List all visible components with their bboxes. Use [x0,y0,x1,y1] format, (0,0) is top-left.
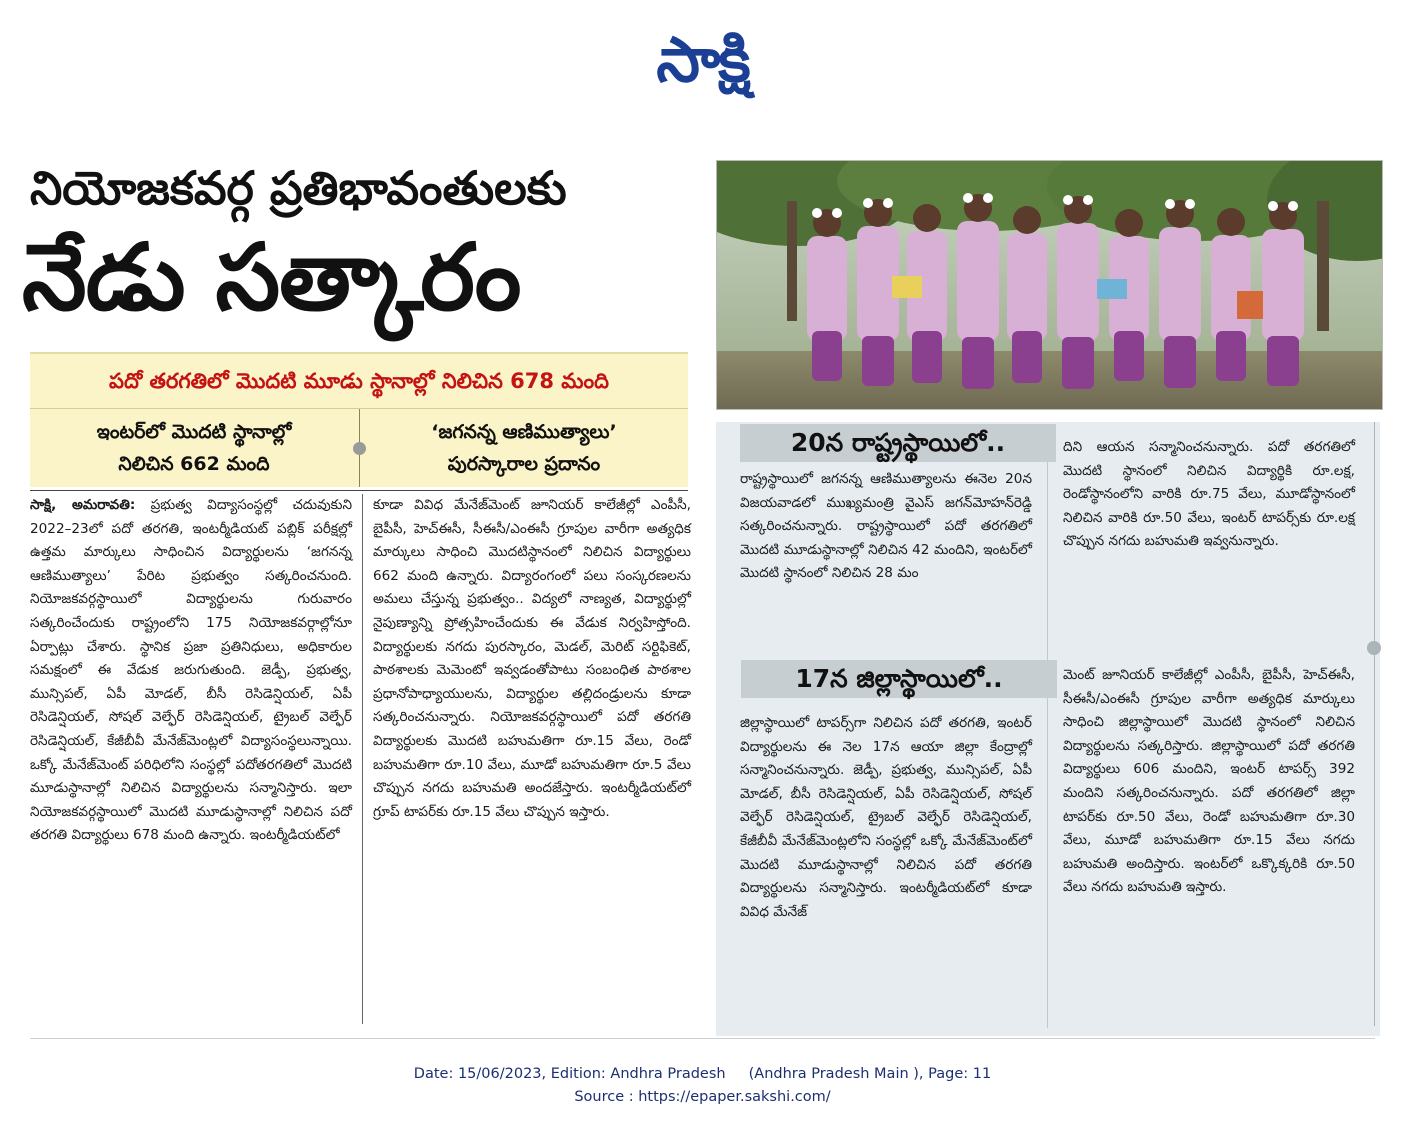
column-divider [362,494,363,1024]
body-column-1-text: ప్రభుత్వ విద్యాసంస్థల్లో చదువుకుని 2022–23లో పదో తరగతి, ఇంటర్మీడియట్ పబ్లిక్ పరీక్షల్లో ఉత్తమ మార్కులు సాధించిన విద్యార్థులను ‘జగనన్న ఆణిముత్యాలు’ పేరిట ప్రభుత్వం సత్కరించనుంది. నియోజకవర్గస్థాయిలో విద్యార్థులను గురువారం సత్కరించేందుకు రాష్ట్రంలోని 175 నియోజకవర్గాల్లోనూ ఏర్పాట్లు చేశారు. స్థానిక ప్రజా ప్రతినిధులు, అధికారుల సమక్షంలో ఈ వేడుక జరుగుతుంది. జెడ్పీ, ప్రభుత్వ, మున్సిపల్, ఏపీ మోడల్, బీసీ రెసిడెన్షియల్, ఏపీ రెసిడెన్షియల్, సోషల్ వెల్ఫేర్ రెసిడెన్షియల్, ట్రైబల్ వెల్ఫేర్ రెసిడెన్షియల్, కేజీబీవీ మేనేజ్‌మెంట్లలో విద్యాసంస్థలున్నాయి. ఒక్కో మేనేజ్‌మెంట్ పరిధిలోని సంస్థల్లో పదోతరగతిలో మొదటి మూడుస్థానాల్లో నిలిచిన విద్యార్థులను సన్మానిస్తారు. ఇలా నియోజకవర్గస్థాయిలో మొదటి మూడుస్థానాల్లో నిలిచిన పదో తరగతి విద్యార్థులు 678 మంది ఉన్నారు. ఇంటర్మీడియట్‌లో [30,497,352,844]
strap-text: పదో తరగతిలో మొదటి మూడు స్థానాల్లో నిలిచిన 678 మంది [109,369,609,393]
district-level-text-a: జిల్లాస్థాయిలో టాపర్స్‌గా నిలిచిన పదో తరగతి, ఇంటర్ విద్యార్థులను ఈ నెల 17న ఆయా జిల్లా కేంద్రాల్లో సన్మానించనున్నారు. జెడ్పీ, ప్రభుత్వ, మున్సిపల్, ఏపీ మోడల్, బీసీ రెసిడెన్షియల్, ఏపీ రెసిడెన్షియల్, సోషల్ వెల్ఫేర్ రెసిడెన్షియల్, ట్రైబల్ వెల్ఫేర్ రెసిడెన్షియల్, కేజీబీవీ మేనేజ్‌మెంట్లలోని సంస్థల్లో ఒక్కో మేనేజ్‌మెంట్‌లో మొదటి మూడుస్థానాల్లో నిలిచిన పదో తరగతి విద్యార్థులను సన్మానిస్తారు. ఇంటర్మీడియట్‌లో కూడా వివిధ మేనేజ్ [740,715,1032,920]
footer-rule [30,1038,1375,1039]
state-level-text-a: రాష్ట్రస్థాయిలో జగనన్న ఆణిముత్యాలను ఈనెల 20న విజయవాడలో ముఖ్యమంత్రి వైఎస్ జగన్‌మోహన్‌రెడ్డి సత్కరించనున్నారు. రాష్ట్రస్థాయిలో పదో తరగతిలో మొదటి మూడుస్థానాల్లో నిలిచిన 42 మందిని, ఇంటర్‌లో మొదటి స్థానంలో నిలిచిన 28 మం [740,471,1032,582]
sub-box-inter-text: ఇంటర్‌లో మొదటి స్థానాల్లో నిలిచిన 662 మంది [96,421,292,475]
sub-box-awards [360,409,688,487]
district-level-text-b: మెంట్ జూనియర్ కాలేజీల్లో ఎంపీసీ, బైపీసీ, హెచ్‌ఈసీ, సీఈసీ/ఎంఈసీ గ్రూపుల వారీగా అత్యధిక మార్కులు సాధించి జిల్లాస్థాయిలో మొదటి స్థానంలో నిలిచిన విద్యార్థులను సత్కరిస్తారు. జిల్లాస్థాయిలో పదో తరగతి విద్యార్థులు 606 మందిని, ఇంటర్ టాపర్స్ 392 మందిని సత్కరించనున్నారు. పదో తరగతిలో జిల్లా టాపర్‌కు రూ.50 వేలు, రెండో బహుమతిగా రూ.30 వేలు, మూడో బహుమతిగా రూ.15 వేలు నగదు బహుమతి అందిస్తారు. ఇంటర్‌లో ఒక్కొక్కరికి రూ.50 వేలు నగదు బహుమతి ఇస్తారు. [1063,667,1355,896]
strap-box [30,352,688,409]
body-column-2: కూడా వివిధ మేనేజ్‌మెంట్ జూనియర్ కాలేజీల్లో ఎంపీసీ, బైపీసీ, హెచ్‌ఈసీ, సీఈసీ/ఎంఈసీ గ్రూపుల వారీగా అత్యధిక మార్కులు సాధించి మొదటిస్థానంలో నిలిచిన విద్యార్థులు 662 మంది ఉన్నారు. విద్యారంగంలో పలు సంస్కరణలను అమలు చేస్తున్న ప్రభుత్వం.. విద్యలో నాణ్యత, విద్యార్థుల్లో నైపుణ్యాన్ని ప్రోత్సహించేందుకు ఈ వేడుక నిర్వహిస్తోంది. విద్యార్థులకు నగదు పురస్కారం, మెడల్, మెరిట్ సర్టిఫికెట్, పాఠశాలకు మెమెంటో ఇవ్వడంతోపాటు సంబంధిత పాఠశాల ప్రధానోపాధ్యాయులను, విద్యార్థుల తల్లిదండ్రులను కూడా సత్కరించనున్నారు. నియోజకవర్గస్థాయిలో పదో తరగతి విద్యార్థులకు మొదటి బహుమతిగా రూ.15 వేలు, రెండో బహుమతిగా రూ.10 వేలు, మూడో బహుమతిగా రూ.5 వేలు చొప్పున నగదు బహుమతి అందజేస్తారు. ఇంటర్మీడియట్‌లో గ్రూప్ టాపర్‌కు రూ.15 వేలు చొప్పున ఇస్తారు. [373,497,691,820]
sub-box-inter [30,409,358,487]
students-photo-illustration [717,161,1382,409]
masthead-logo: సాక్షి [656,23,749,96]
headline-rule [30,490,688,491]
body-column-1 [30,494,352,848]
subhead-state-level: 20న రాష్ట్రస్థాయిలో.. [740,424,1056,462]
state-level-text-b: దిని ఆయన సన్మానించనున్నారు. పదో తరగతిలో మొదటి స్థానంలో నిలిచిన విద్యార్థికి రూ.లక్ష, రెండోస్థానంలోని వారికి రూ.75 వేలు, మూడోస్థానంలో నిలిచిన వారికి రూ.50 వేలు, ఇంటర్ టాపర్స్‌కు రూ.లక్ష చొప్పున నగదు బహుమతి ఇవ్వనున్నారు. [1063,439,1355,550]
panel-dot-icon [1367,641,1381,655]
panel-column-divider [1047,432,1048,1028]
dateline: సాక్షి, అమరావతి: [30,497,136,513]
headline-main: నేడు సత్కారం [22,224,521,331]
sub-box-row [30,408,688,487]
footer-edition-line: Date: 15/06/2023, Edition: Andhra Pradesh (Andhra Pradesh Main ), Page: 11 [413,1066,992,1082]
footer-source-line: Source : https://epaper.sakshi.com/ [574,1089,831,1105]
sub-box-awards-text: ‘జగనన్న ఆణిముత్యాలు’ పురస్కారాల ప్రదానం [431,421,617,475]
headline-kicker: నియోజకవర్గ ప్రతిభావంతులకు [30,161,567,215]
students-photo [716,160,1383,410]
side-panel-rule [1374,422,1375,1026]
subhead-district-level: 17న జిల్లాస్థాయిలో.. [741,660,1057,698]
